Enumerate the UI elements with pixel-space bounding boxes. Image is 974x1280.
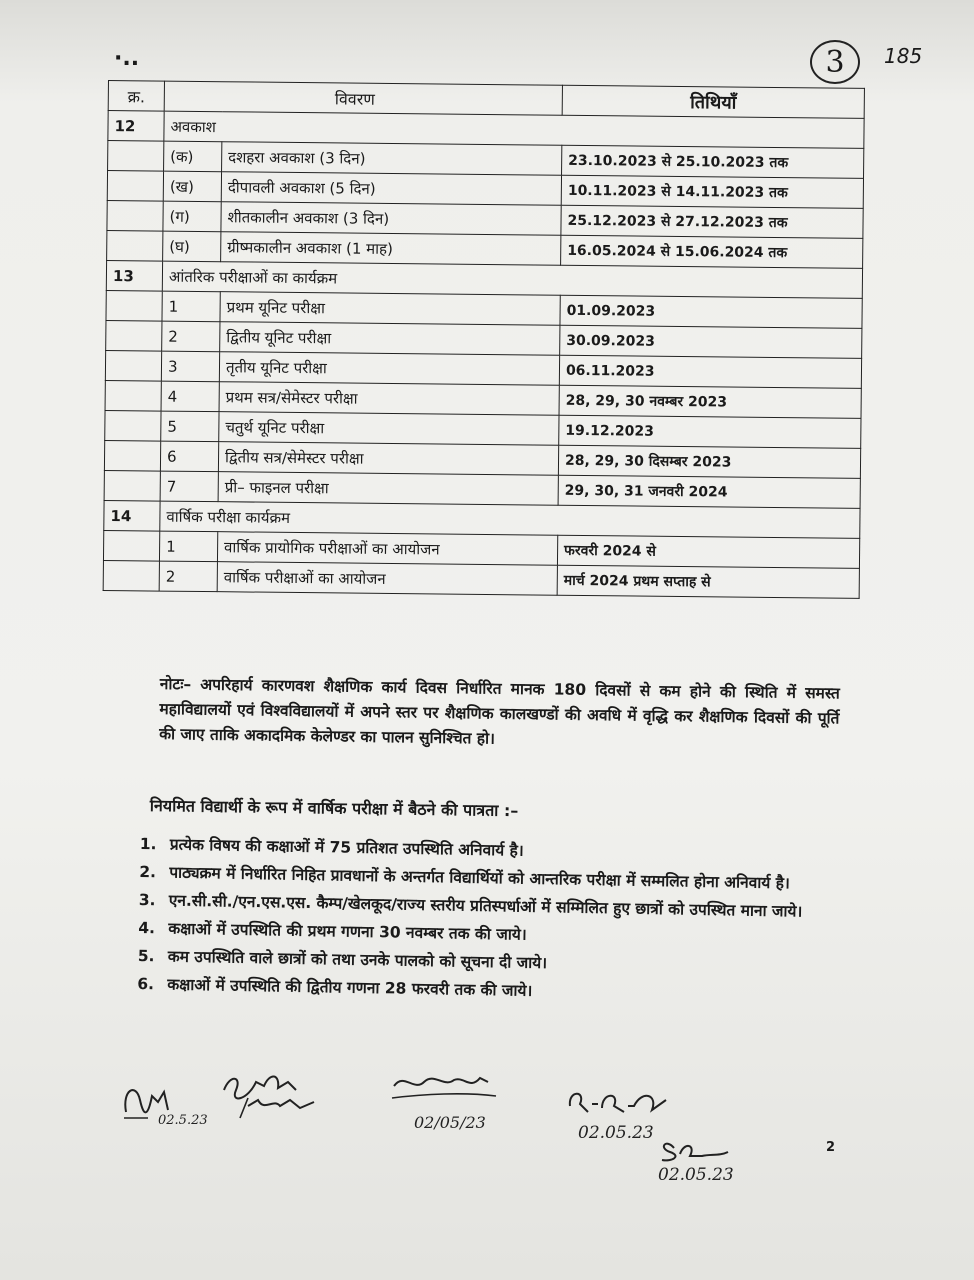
empty-cell: [106, 290, 162, 321]
schedule-table-body: [103, 111, 864, 599]
row-code: 1: [159, 531, 217, 562]
corner-mark: ·..: [114, 46, 140, 71]
row-date: फरवरी 2024 से: [557, 535, 859, 568]
row-date: मार्च 2024 प्रथम सप्ताह से: [557, 565, 859, 598]
empty-cell: [104, 470, 160, 501]
row-label: वार्षिक प्रायोगिक परीक्षाओं का आयोजन: [217, 532, 557, 566]
empty-cell: [104, 440, 160, 471]
signature-2: [218, 1060, 338, 1130]
empty-cell: [107, 200, 163, 231]
note-text: अपरिहार्य कारणवश शैक्षणिक कार्य दिवस निर्धारित मानक 180 दिवसों से कम होने की स्थिति में समस्त महाविद्यालयों एवं विश्वविद्यालयों में अपने स्तर पर शैक्षणिक कालखण्डों की अवधि में वृद्धि कर शैक्षणिक दिवसों की पूर्ति की जाए ताकि अकादमिक केलेण्डर का पालन सुनिश्चित हो।: [159, 675, 840, 748]
row-date: 16.05.2024 से 15.06.2024 तक: [561, 235, 863, 268]
row-code: 1: [162, 291, 220, 322]
list-item-number: 4.: [138, 918, 156, 938]
row-label: दशहरा अवकाश (3 दिन): [222, 142, 562, 176]
list-item-text: कक्षाओं में उपस्थिति की प्रथम गणना 30 नवम्बर तक की जाये।: [168, 919, 527, 944]
row-date: 10.11.2023 से 14.11.2023 तक: [561, 175, 863, 208]
empty-cell: [106, 320, 162, 351]
row-code: 2: [162, 321, 220, 352]
row-label: दीपावली अवकाश (5 दिन): [221, 172, 561, 206]
list-item-text: पाठ्यक्रम में निर्धारित निहित प्रावधानों के अन्तर्गत विद्यार्थियों को आन्तरिक परीक्षा में सम्मलित होना अनिवार्य है।: [169, 863, 790, 893]
empty-cell: [108, 141, 164, 172]
row-label: वार्षिक परीक्षाओं का आयोजन: [217, 562, 557, 596]
row-code: 3: [161, 351, 219, 382]
row-code: (ख): [163, 171, 221, 202]
empty-cell: [107, 171, 163, 202]
row-code: 5: [161, 411, 219, 442]
signature-5-date: 02.05.23: [658, 1165, 734, 1185]
col-details-header: विवरण: [164, 81, 562, 115]
list-item-number: 5.: [137, 946, 155, 966]
list-item-number: 1.: [139, 834, 157, 854]
row-code: (ग): [163, 201, 221, 232]
list-item-text: कक्षाओं में उपस्थिति की द्वितीय गणना 28 फरवरी तक की जाये।: [167, 975, 533, 1000]
row-code: 7: [160, 471, 218, 502]
row-code: (क): [164, 141, 222, 172]
empty-cell: [105, 350, 161, 381]
signature-5: [650, 1130, 780, 1190]
note-label: नोटः–: [159, 674, 192, 694]
schedule-table: [103, 80, 865, 599]
row-code: 6: [160, 441, 218, 472]
signature-3: [384, 1062, 524, 1142]
list-item-number: 3.: [138, 890, 156, 910]
row-date: 06.11.2023: [559, 355, 861, 388]
row-date: 29, 30, 31 जनवरी 2024: [558, 475, 860, 508]
section-number: 12: [108, 111, 164, 142]
row-date: 23.10.2023 से 25.10.2023 तक: [562, 145, 864, 178]
row-date: 28, 29, 30 नवम्बर 2023: [559, 385, 861, 418]
empty-cell: [103, 560, 159, 591]
row-label: तृतीय यूनिट परीक्षा: [219, 352, 559, 386]
list-item-text: कम उपस्थिति वाले छात्रों को तथा उनके पालको को सूचना दी जाये।: [167, 947, 548, 973]
eligibility-heading: नियमित विद्यार्थी के रूप में वार्षिक परीक्षा में बैठने की पात्रता :–: [149, 795, 519, 821]
signature-1: [118, 1072, 228, 1132]
row-label: द्वितीय यूनिट परीक्षा: [220, 322, 560, 356]
signature-3-date: 02/05/23: [414, 1113, 486, 1132]
row-label: शीतकालीन अवकाश (3 दिन): [221, 202, 561, 236]
row-code: 2: [159, 561, 217, 592]
note-paragraph: [159, 672, 840, 756]
empty-cell: [105, 410, 161, 441]
row-code: (घ): [163, 231, 221, 262]
row-date: 30.09.2023: [560, 325, 862, 358]
row-label: चतुर्थ यूनिट परीक्षा: [219, 412, 559, 446]
row-label: प्रथम यूनिट परीक्षा: [220, 292, 560, 326]
signature-4-date: 02.05.23: [578, 1123, 654, 1143]
row-date: 28, 29, 30 दिसम्बर 2023: [558, 445, 860, 478]
row-label: प्री– फाइनल परीक्षा: [218, 472, 558, 506]
row-date: 25.12.2023 से 27.12.2023 तक: [561, 205, 863, 238]
section-title: आंतरिक परीक्षाओं का कार्यक्रम: [162, 261, 862, 298]
list-item-number: 2.: [139, 862, 157, 882]
row-label: ग्रीष्मकालीन अवकाश (1 माह): [221, 232, 561, 266]
page-reference-number: 185: [884, 44, 923, 68]
row-code: 4: [161, 381, 219, 412]
list-item-text: एन.सी.सी./एन.एस.एस. कैम्प/खेलकूद/राज्य स्तरीय प्रतिस्पर्धाओं में सम्मिलित हुए छात्रों को उपस्थित माना जाये।: [168, 891, 803, 921]
row-date: 01.09.2023: [560, 295, 862, 328]
section-number: 14: [104, 500, 160, 531]
page-circle-number: 3: [810, 40, 860, 84]
row-label: द्वितीय सत्र/सेमेस्टर परीक्षा: [218, 442, 558, 476]
signature-1-date: 02.5.23: [158, 1113, 208, 1128]
section-number: 13: [106, 260, 162, 291]
list-item-number: 6.: [137, 974, 155, 994]
col-dates-header: तिथियाँ: [562, 85, 864, 118]
eligibility-list: [137, 832, 840, 1012]
row-date: 19.12.2023: [559, 415, 861, 448]
empty-cell: [103, 530, 159, 561]
section-title: वार्षिक परीक्षा कार्यक्रम: [160, 501, 860, 538]
empty-cell: [107, 230, 163, 261]
list-item-text: प्रत्येक विषय की कक्षाओं में 75 प्रतिशत उपस्थिति अनिवार्य है।: [169, 835, 524, 860]
col-sn-header: क्र.: [108, 81, 164, 112]
page-number: 2: [826, 1140, 836, 1155]
empty-cell: [105, 380, 161, 411]
section-title: अवकाश: [164, 111, 864, 148]
row-label: प्रथम सत्र/सेमेस्टर परीक्षा: [219, 382, 559, 416]
